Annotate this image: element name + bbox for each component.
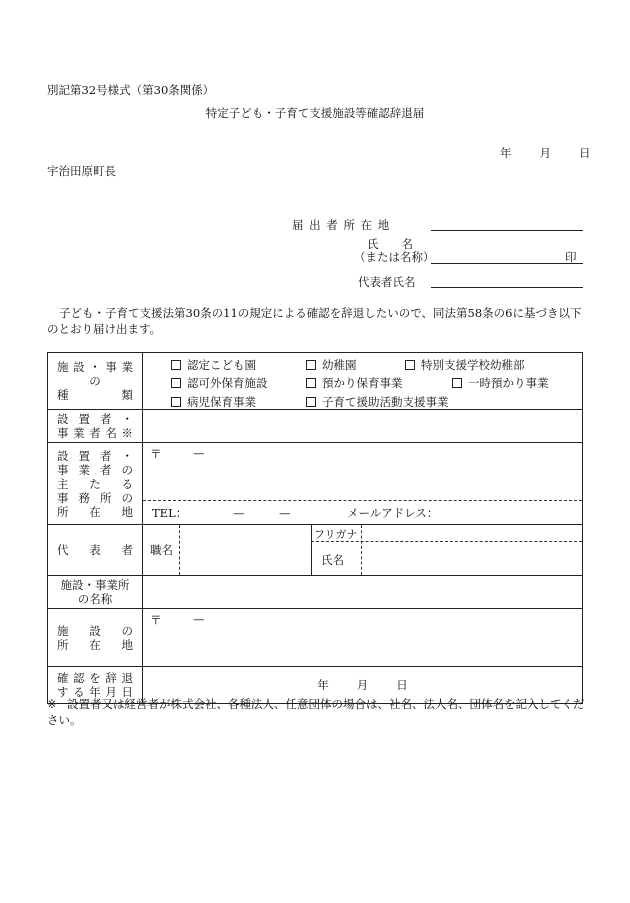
facility-name-label: 施設・事業所 の名称: [48, 576, 143, 609]
representative-field: [143, 525, 583, 576]
option-azukari-hoiku[interactable]: 預かり保育事業: [306, 375, 403, 391]
rep-label: 代表者氏名: [358, 275, 416, 289]
checkbox-icon: [306, 397, 316, 407]
date-line: [500, 145, 591, 161]
address-line[interactable]: [431, 230, 583, 231]
note-text: 設置者又は経営者が株式会社、各種法人、任意団体の場合は、社名、法人名、団体名を記入してください。: [47, 697, 585, 727]
facility-type-options: [143, 353, 583, 410]
postal-mark: 〒: [150, 447, 162, 461]
form-table: [47, 352, 583, 704]
withdrawal-date-value: 年 月 日: [317, 678, 408, 692]
furigana-field[interactable]: [362, 525, 582, 541]
name-field-label: 氏名: [321, 553, 344, 567]
checkbox-icon: [171, 397, 181, 407]
dashed-divider: [143, 500, 582, 501]
email-label: メールアドレス：: [347, 506, 439, 520]
facility-address-field[interactable]: [143, 609, 583, 667]
facility-postal-mark: 〒: [150, 613, 162, 627]
form-number: 別記第32号様式（第30条関係）: [47, 83, 215, 97]
option-tokubetsu-shien[interactable]: 特別支援学校幼稚部: [405, 357, 525, 373]
name-line[interactable]: [431, 263, 583, 264]
facility-postal-dash: —: [193, 612, 205, 626]
tel-label: TEL：: [152, 506, 188, 520]
day-label: 日: [579, 146, 591, 160]
note-mark: ※: [47, 697, 57, 711]
checkbox-icon: [405, 360, 415, 370]
operator-name-label: 設 置 者 ・ 事業者名※: [48, 410, 143, 443]
facility-type-label: 施設・事業 の 種 類: [48, 353, 143, 410]
postal-dash: —: [193, 446, 205, 460]
job-title-field[interactable]: [180, 525, 311, 575]
month-label: 月: [539, 146, 551, 160]
form-title: 特定子ども・子育て支援施設等確認辞退届: [205, 106, 425, 120]
option-nintei-kodomoen[interactable]: 認定こども園: [171, 357, 256, 373]
representative-name-field[interactable]: [362, 542, 582, 575]
operator-address-label: 設 置 者 ・ 事 業 者 の 主 た る 事 務 所 の 所 在 地: [48, 443, 143, 525]
rep-line[interactable]: [431, 287, 583, 288]
facility-name-field[interactable]: [143, 576, 583, 609]
operator-name-field[interactable]: [143, 410, 583, 443]
furigana-label: フリガナ: [314, 528, 358, 541]
name-label: 氏 名: [367, 237, 413, 251]
footnote: [47, 697, 587, 728]
checkbox-icon: [171, 360, 181, 370]
statement: 子ども・子育て支援法第30条の11の規定による確認を辞退したいので、同法第58条の6に基づき以下のとおり届け出ます。: [47, 306, 582, 336]
tel-dashes: — —: [233, 506, 291, 520]
checkbox-icon: [171, 378, 181, 388]
option-ninkagai-hoiku[interactable]: 認可外保育施設: [171, 375, 268, 391]
addressee: 宇治田原町長: [47, 164, 116, 178]
checkbox-icon: [306, 360, 316, 370]
year-label: 年: [500, 146, 512, 160]
option-kosodate-enjo[interactable]: 子育て援助活動支援事業: [306, 394, 449, 410]
operator-address-field[interactable]: [143, 443, 583, 525]
option-ichiji-azukari[interactable]: 一時預かり事業: [452, 375, 549, 391]
address-label: 届 出 者 所 在 地: [292, 218, 391, 232]
withdrawal-date-label: 確認を辞退 する年月日: [48, 667, 143, 704]
option-yochien[interactable]: 幼稚園: [306, 357, 357, 373]
column-divider: [311, 525, 312, 575]
job-title-label: 職名: [150, 543, 173, 557]
name-label-sub: （または名称）: [354, 250, 435, 264]
representative-label: 代 表 者: [48, 525, 143, 576]
checkbox-icon: [452, 378, 462, 388]
seal-mark: 印: [565, 250, 577, 264]
checkbox-icon: [306, 378, 316, 388]
option-byoji-hoiku[interactable]: 病児保育事業: [171, 394, 256, 410]
facility-address-label: 施 設 の 所 在 地: [48, 609, 143, 667]
